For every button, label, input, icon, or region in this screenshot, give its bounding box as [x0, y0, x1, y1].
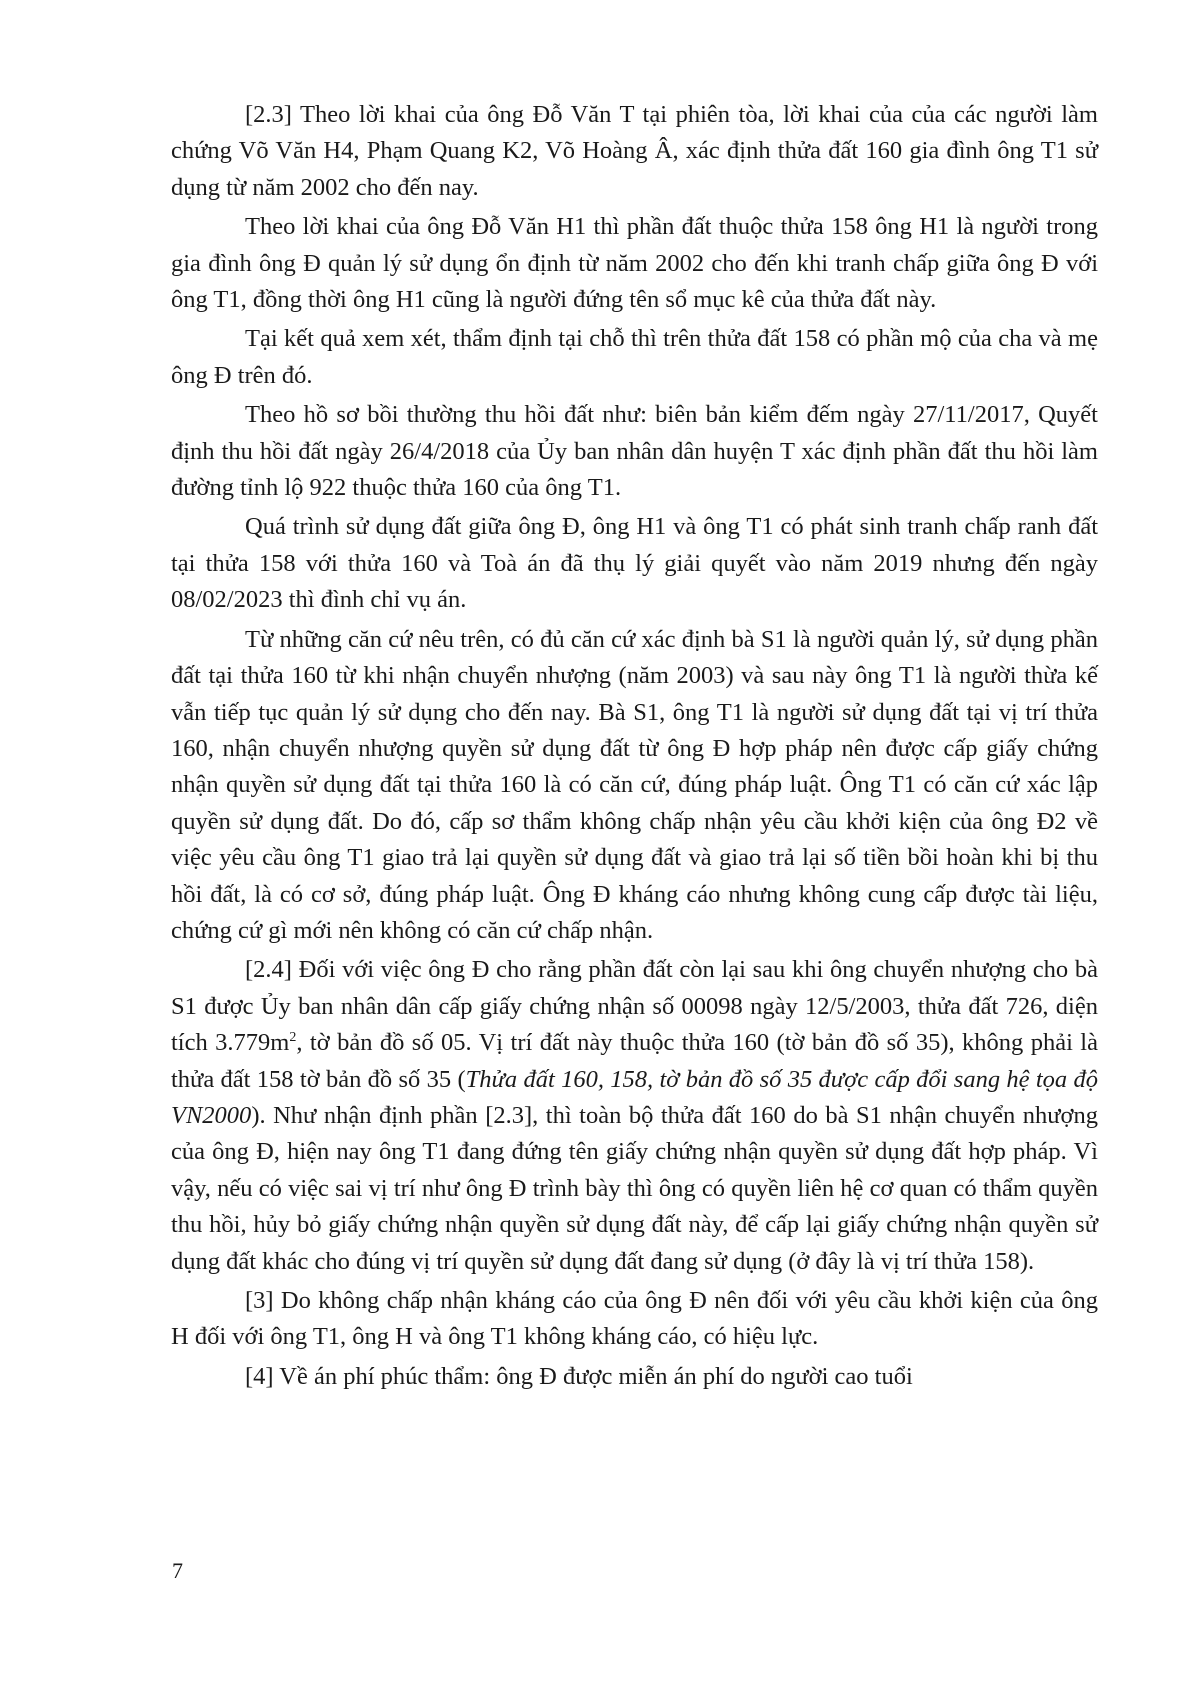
- paragraph-2-3: [2.3] Theo lời khai của ông Đỗ Văn T tại phiên tòa, lời khai của của các người làm chứng Võ Văn H4, Phạm Quang K2, Võ Hoàng Â, xác định thửa đất 160 gia đình ông T1 sử dụng từ năm 2002 cho đến nay.: [171, 101, 1098, 201]
- paragraph-2-4: [171, 952, 1098, 1280]
- page-number: 7: [172, 1558, 183, 1583]
- paragraph-2-4-part1: [2.4] Đối với việc ông Đ cho rằng phần đất còn lại sau khi ông chuyển nhượng cho bà S1 được Ủy ban nhân dân cấp giấy chứng nhận số 00098 ngày 12/5/2003, thửa đất 726, diện tích 3.779m: [171, 956, 1098, 1057]
- paragraph-2-4-part2: , tờ bản đồ số 05. Vị trí đất này thuộc thửa 160 (tờ bản đồ số 35), không phải là thửa đất 158 tờ bản đồ số 35 (: [171, 1029, 1098, 1093]
- paragraph-compensation-records: Theo hồ sơ bồi thường thu hồi đất như: biên bản kiểm đếm ngày 27/11/2017, Quyết định thu hồi đất ngày 26/4/2018 của Ủy ban nhân dân huyện T xác định phần đất thu hồi làm đường tỉnh lộ 922 thuộc thửa 160 của ông T1.: [171, 401, 1098, 502]
- paragraph-conclusion: Từ những căn cứ nêu trên, có đủ căn cứ xác định bà S1 là người quản lý, sử dụng phần đất tại thửa 160 từ khi nhận chuyển nhượng (năm 2003) và sau này ông T1 là người thừa kế vẫn tiếp tục quản lý sử dụng cho đến nay. Bà S1, ông T1 là người sử dụng đất tại vị trí thửa 160, nhận chuyển nhượng quyền sử dụng đất từ ông Đ hợp pháp nên được cấp giấy chứng nhận quyền sử dụng đất tại thửa 160 là có căn cứ, đúng pháp luật. Ông T1 có căn cứ xác lập quyền sử dụng đất. Do đó, cấp sơ thẩm không chấp nhận yêu cầu khởi kiện của ông Đ2 về việc yêu cầu ông T1 giao trả lại quyền sử dụng đất và giao trả lại số tiền bồi hoàn khi bị thu hồi đất, là có cơ sở, đúng pháp luật. Ông Đ kháng cáo nhưng không cung cấp được tài liệu, chứng cứ gì mới nên không có căn cứ chấp nhận.: [171, 625, 1098, 944]
- paragraph-testimony-h1: Theo lời khai của ông Đỗ Văn H1 thì phần đất thuộc thửa 158 ông H1 là người trong gia đình ông Đ quản lý sử dụng ổn định từ năm 2002 cho đến khi tranh chấp giữa ông Đ với ông T1, đồng thời ông H1 cũng là người đứng tên sổ mục kê của thửa đất này.: [171, 213, 1098, 314]
- paragraph-4: [4] Về án phí phúc thẩm: ông Đ được miễn án phí do người cao tuổi: [245, 1362, 913, 1390]
- paragraph-dispute-history: Quá trình sử dụng đất giữa ông Đ, ông H1 và ông T1 có phát sinh tranh chấp ranh đất tại thửa 158 với thửa 160 và Toà án đã thụ lý giải quyết vào năm 2019 nhưng đến ngày 08/02/2023 thì đình chỉ vụ án.: [171, 513, 1098, 614]
- paragraph-site-inspection: Tại kết quả xem xét, thẩm định tại chỗ thì trên thửa đất 158 có phần mộ của cha và mẹ ông Đ trên đó.: [171, 325, 1098, 389]
- superscript: 2: [289, 1030, 297, 1045]
- paragraph-2-4-part3: ). Như nhận định phần [2.3], thì toàn bộ thửa đất 160 do bà S1 nhận chuyển nhượng của ông Đ, hiện nay ông T1 đang đứng tên giấy chứng nhận quyền sử dụng đất hợp pháp. Vì vậy, nếu có việc sai vị trí như ông Đ trình bày thì ông có quyền liên hệ cơ quan có thẩm quyền thu hồi, hủy bỏ giấy chứng nhận quyền sử dụng đất này, để cấp lại giấy chứng nhận quyền sử dụng đất khác cho đúng vị trí quyền sử dụng đất đang sử dụng (ở đây là vị trí thửa 158).: [171, 1101, 1098, 1275]
- paragraph-3: [3] Do không chấp nhận kháng cáo của ông Đ nên đối với yêu cầu khởi kiện của ông H đối với ông T1, ông H và ông T1 không kháng cáo, có hiệu lực.: [171, 1287, 1098, 1351]
- italic-note: Thửa đất 160, 158, tờ bản đồ số 35 được cấp đổi sang hệ tọa độ VN2000: [171, 1065, 1098, 1129]
- document-page: [171, 97, 1098, 1398]
